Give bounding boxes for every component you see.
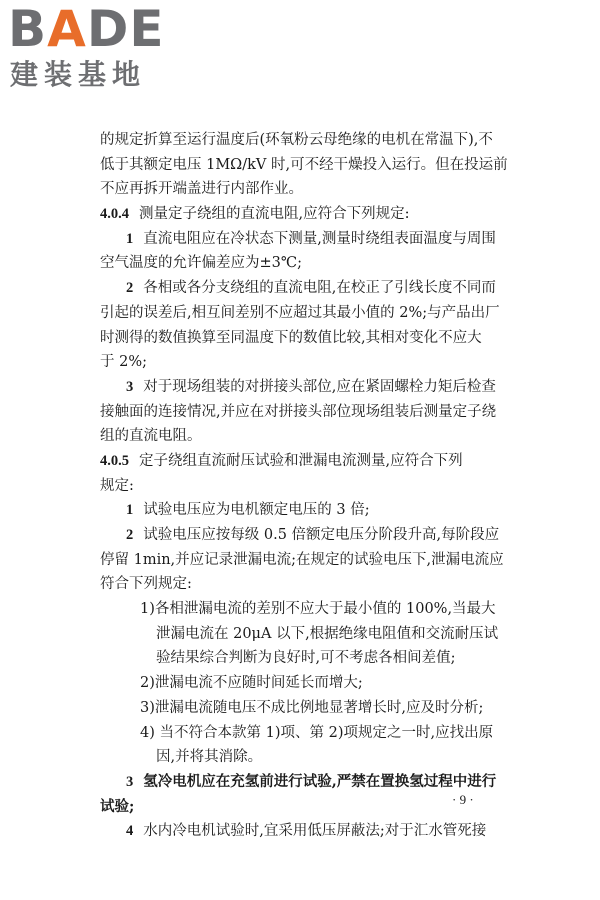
page-number: · 9 · xyxy=(452,792,474,807)
sub-item-1: 1)各相泄漏电流的差别不应大于最小值的 100%,当最大 xyxy=(140,601,496,618)
sub-item-2: 2)泄漏电流不应随时间延长而增大; xyxy=(140,675,363,692)
clause-number: 4.0.4 xyxy=(100,206,129,223)
item-3: 3 氢冷电机应在充氢前进行试验,严禁在置换氢过程中进行 xyxy=(126,772,497,790)
text-line: 空气温度的允许偏差应为±3℃; xyxy=(100,255,302,272)
sub-item-4: 4) 当不符合本款第 1)项、第 2)项规定之一时,应找出原 xyxy=(140,724,494,741)
item-1: 1 直流电阻应在冷状态下测量,测量时绕组表面温度与周围 xyxy=(126,230,496,247)
clause-number: 4.0.5 xyxy=(100,452,129,469)
text-line: 于 2%; xyxy=(100,354,147,371)
document-body xyxy=(100,128,520,844)
text-line: 停留 1min,并应记录泄漏电流;在规定的试验电压下,泄漏电流应 xyxy=(100,551,504,568)
item-3: 3 对于现场组装的对拼接头部位,应在紧固螺栓力矩后检查 xyxy=(126,378,496,395)
text-line: 泄漏电流在 20μA 以下,根据绝缘电阻值和交流耐压试 xyxy=(156,625,499,642)
text-line: 引起的误差后,相互间差别不应超过其最小值的 2%;与产品出厂 xyxy=(100,304,500,321)
text-line: 组的直流电阻。 xyxy=(100,428,202,445)
item-4: 4 水内冷电机试验时,宜采用低压屏蔽法;对于汇水管死接 xyxy=(126,823,487,840)
text-line: 试验; xyxy=(100,797,135,815)
text-line: 低于其额定电压 1MΩ/kV 时,可不经干燥投入运行。但在投运前 xyxy=(100,156,508,173)
logo-chinese-text: 建装基地 xyxy=(10,58,147,91)
clause-4-0-4-heading: 4.0.4 测量定子绕组的直流电阻,应符合下列规定: xyxy=(100,206,410,223)
sub-item-3: 3)泄漏电流随电压不成比例地显著增长时,应及时分析; xyxy=(140,699,484,716)
text-line: 时测得的数值换算至同温度下的数值比较,其相对变化不应大 xyxy=(100,329,482,346)
item-2: 2 试验电压应按每级 0.5 倍额定电压分阶段升高,每阶段应 xyxy=(126,527,500,543)
text-line: 不应再拆开端盖进行内部作业。 xyxy=(100,181,303,198)
item-1: 1 试验电压应为电机额定电压的 3 倍; xyxy=(126,502,370,519)
text-line: 规定: xyxy=(100,477,134,494)
text-line: 验结果综合判断为良好时,可不考虑各相间差值; xyxy=(156,650,456,667)
text-line: 的规定折算至运行温度后(环氧粉云母绝缘的电机在常温下),不 xyxy=(100,132,493,148)
bade-logo xyxy=(8,0,183,94)
clause-4-0-5-heading: 4.0.5 定子绕组直流耐压试验和泄漏电流测量,应符合下列 xyxy=(100,452,463,469)
text-line: 接触面的连接情况,并应在对拼接头部位现场组装后测量定子绕 xyxy=(100,403,497,420)
item-2: 2 各相或各分支绕组的直流电阻,在校正了引线长度不同而 xyxy=(126,280,496,297)
text-line: 符合下列规定: xyxy=(100,576,192,593)
logo-wordmark: BADE xyxy=(8,0,165,58)
text-line: 因,并将其消除。 xyxy=(156,749,263,766)
